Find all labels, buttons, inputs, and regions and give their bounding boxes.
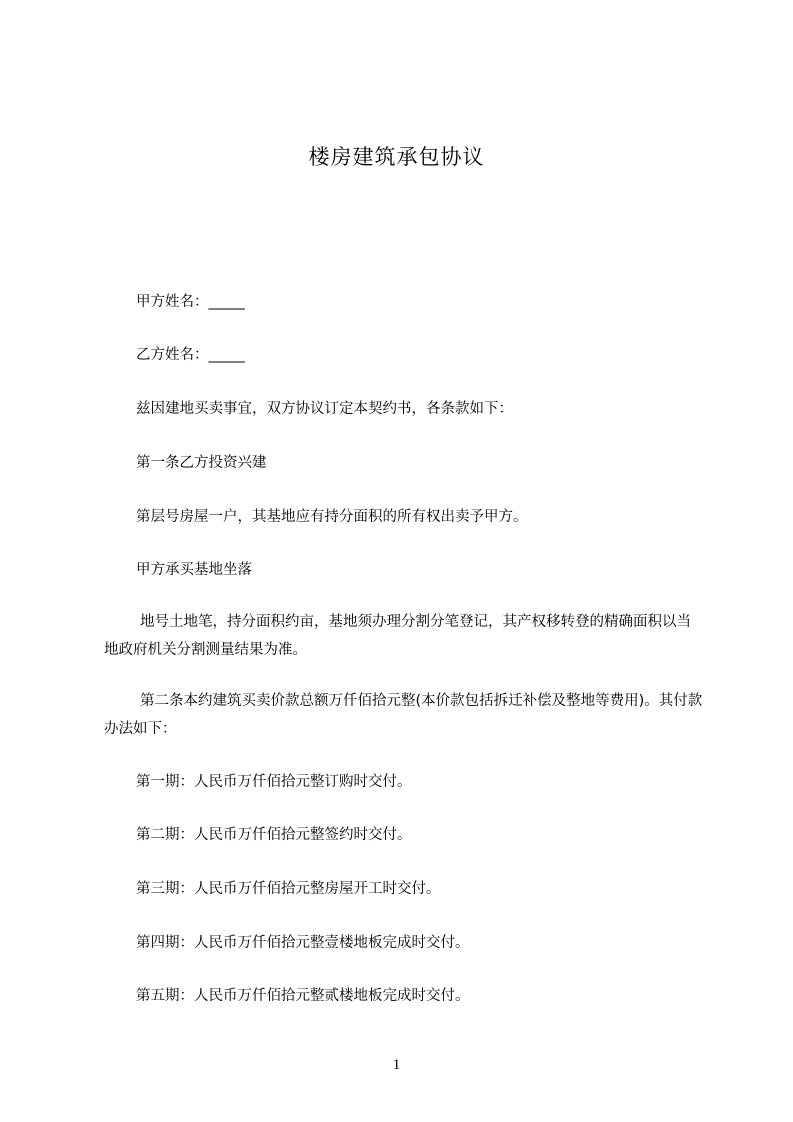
payment-phase-2: 第二期：人民币万仟佰拾元整签约时交付。: [136, 827, 412, 843]
payment-phase-5: 第五期：人民币万仟佰拾元整贰楼地板完成时交付。: [136, 988, 470, 1004]
party-a-name-line: 甲方姓名：_____: [136, 294, 245, 310]
preamble-paragraph: 兹因建地买卖事宜，双方协议订定本契约书，各条款如下：: [136, 401, 513, 417]
land-location-paragraph: 甲方承买基地坐落: [136, 562, 252, 578]
land-parcel-paragraph: 地号土地笔，持分面积约亩，基地须办理分割分笔登记，其产权移转登的精确面积以当地政府机关分割测量结果为准。: [104, 614, 691, 658]
article-2-paragraph: 第二条本约建筑买卖价款总额万仟佰拾元整(本价款包括拆迁补偿及整地等费用)。其付款办法如下：: [104, 693, 703, 737]
payment-phase-3: 第三期：人民币万仟佰拾元整房屋开工时交付。: [136, 881, 441, 897]
payment-phase-1: 第一期：人民币万仟佰拾元整订购时交付。: [136, 774, 412, 790]
article-1-heading: 第一条乙方投资兴建: [136, 455, 267, 471]
party-b-name-line: 乙方姓名：_____: [136, 347, 245, 363]
document-title: 楼房建筑承包协议: [308, 145, 485, 169]
page-number: 1: [392, 1057, 401, 1073]
payment-phase-4: 第四期：人民币万仟佰拾元整壹楼地板完成时交付。: [136, 935, 470, 951]
article-1-house-paragraph: 第层号房屋一户，其基地应有持分面积的所有权出卖予甲方。: [136, 509, 528, 525]
